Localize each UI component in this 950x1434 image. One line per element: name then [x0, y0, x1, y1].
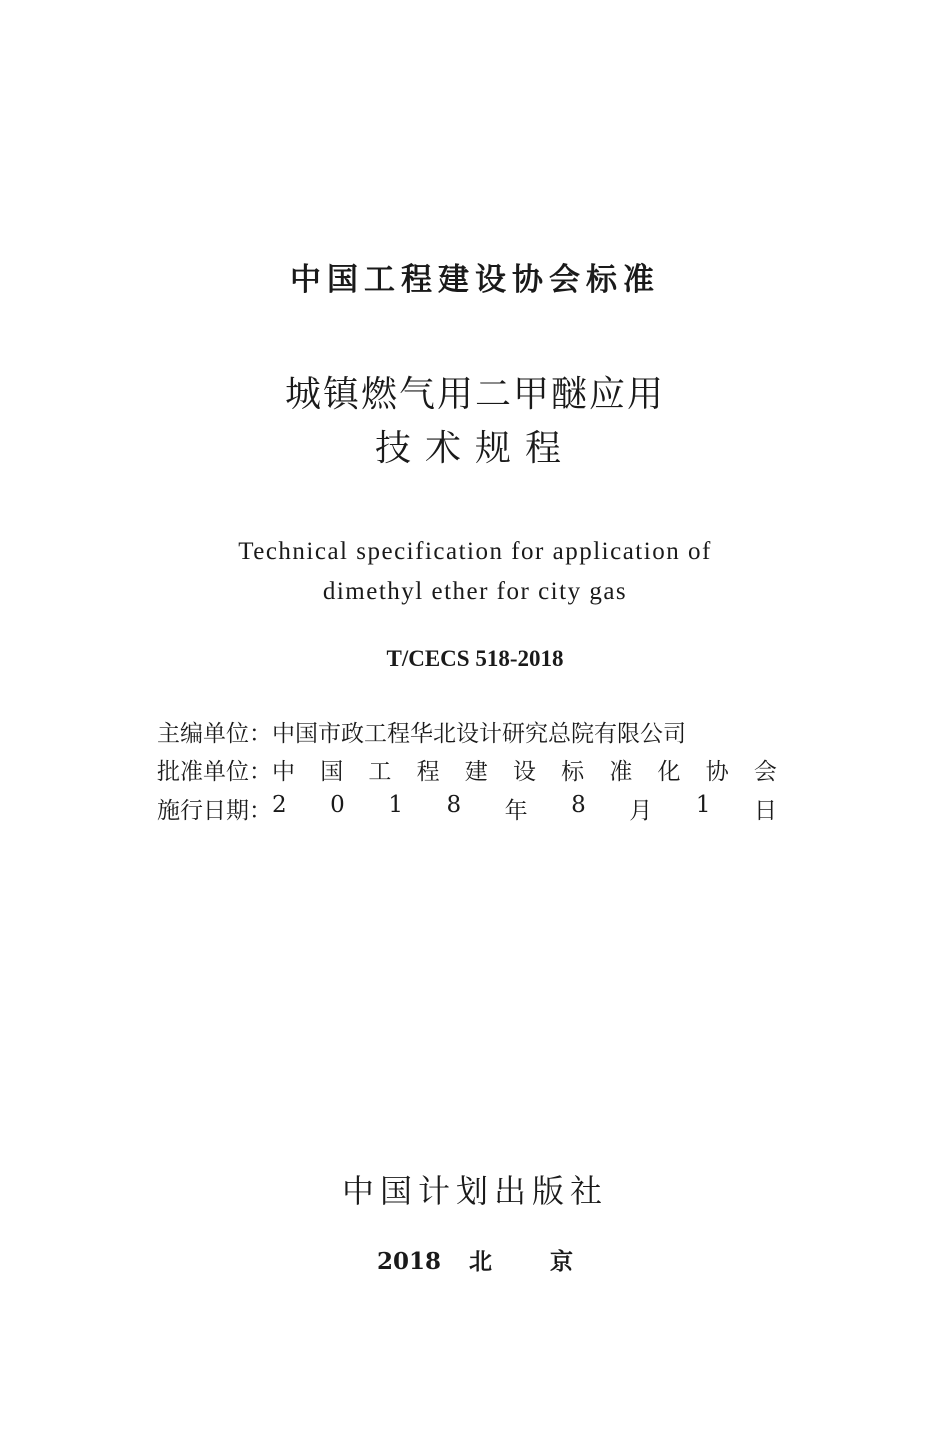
approver-char: 建	[464, 758, 488, 785]
imprint-line	[0, 1243, 950, 1276]
imprint-city-char-2: 京	[550, 1248, 573, 1275]
date-char: 8	[446, 791, 462, 818]
document-title-line-2: 技术规程	[374, 428, 575, 469]
approver-char: 国	[320, 758, 344, 785]
imprint-city-char-1: 北	[469, 1248, 492, 1275]
date-char: 1	[695, 791, 711, 818]
approver-char: 设	[512, 758, 536, 785]
document-title-line-1: 城镇燃气用二甲醚应用	[284, 374, 665, 415]
approver-unit-value	[272, 753, 777, 786]
approver-unit-row	[157, 752, 777, 786]
approver-char: 准	[609, 758, 633, 785]
date-char: 年	[504, 797, 528, 824]
date-char: 0	[330, 791, 345, 818]
approver-char: 中	[272, 758, 295, 785]
standard-code: T/CECS 518-2018	[386, 646, 564, 671]
publisher-name: 中国计划出版社	[341, 1172, 608, 1210]
approver-char: 协	[705, 758, 729, 785]
effective-date-row	[157, 791, 777, 825]
effective-date-value	[272, 792, 777, 825]
date-char: 2	[272, 791, 287, 818]
date-char: 8	[571, 791, 586, 818]
approver-char: 化	[657, 758, 681, 785]
english-title-line-1: Technical specification for application of	[238, 538, 712, 565]
standard-series-label: 中国工程建设协会标准	[290, 262, 660, 298]
effective-date-label: 施行日期：	[157, 797, 272, 824]
date-char: 日	[753, 797, 777, 824]
imprint-year: 2018	[376, 1248, 441, 1275]
approver-char: 程	[416, 758, 440, 785]
editor-unit-row	[157, 714, 777, 748]
editor-unit-label: 主编单位：	[157, 720, 272, 747]
approver-char: 标	[561, 758, 585, 785]
editor-unit-value	[272, 715, 777, 748]
date-char: 1	[388, 791, 403, 818]
approver-char: 工	[368, 758, 392, 785]
english-title-line-2: dimethyl ether for city gas	[322, 578, 628, 605]
date-char: 月	[629, 797, 653, 824]
editor-unit-text: 中国市政工程华北设计研究总院有限公司	[272, 720, 686, 747]
approver-unit-label: 批准单位：	[157, 758, 272, 785]
approver-char: 会	[753, 758, 777, 785]
